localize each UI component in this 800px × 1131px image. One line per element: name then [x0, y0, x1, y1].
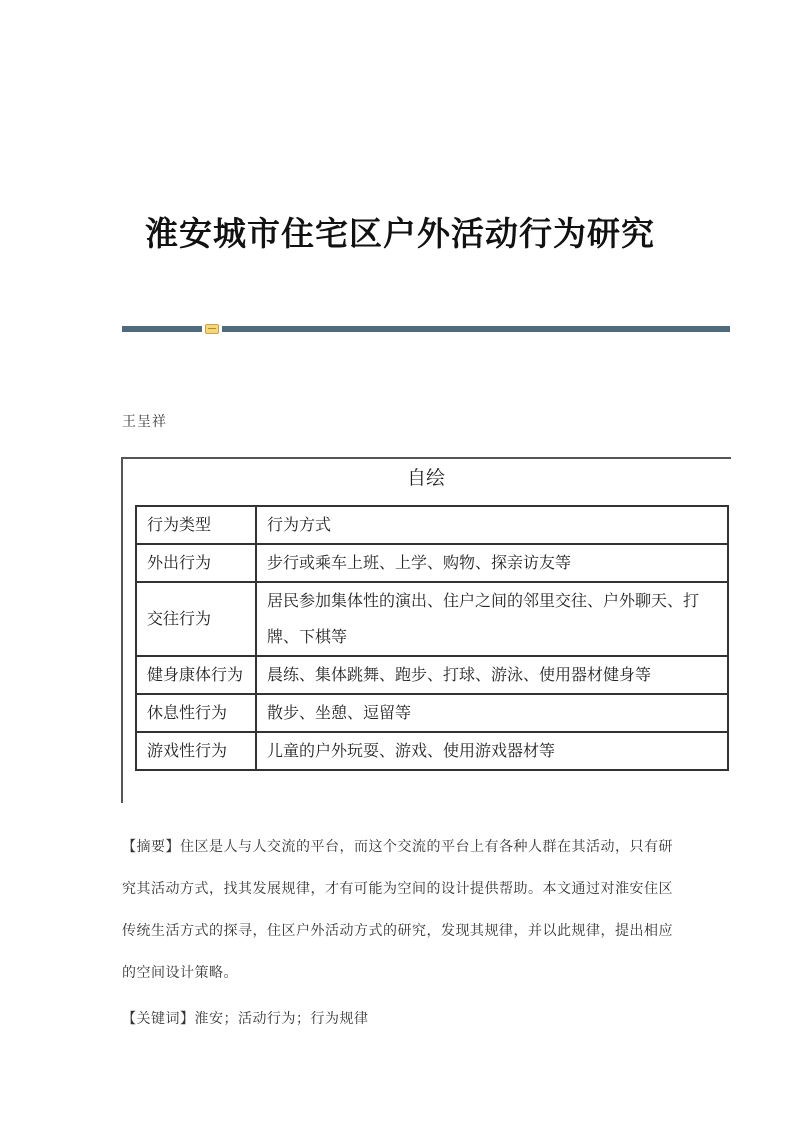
keywords-label: 【关键词】 — [122, 1011, 195, 1027]
cell-behavior-type: 游戏性行为 — [136, 732, 256, 770]
keywords-text: 淮安；活动行为；行为规律 — [194, 1011, 369, 1027]
table-row — [136, 582, 728, 656]
table-caption: 自绘 — [406, 467, 445, 489]
cell-behavior-mode: 晨练、集体跳舞、跑步、打球、游泳、使用器材健身等 — [256, 656, 728, 694]
behavior-table-figure — [121, 457, 731, 803]
behavior-table — [135, 505, 729, 771]
abstract-label: 【摘要】 — [122, 839, 180, 855]
header-cell-type: 行为类型 — [136, 506, 256, 544]
cell-behavior-type: 健身康体行为 — [136, 656, 256, 694]
keywords-line — [122, 1008, 369, 1028]
table-header-row — [136, 506, 728, 544]
table-row — [136, 656, 728, 694]
author-name: 王呈祥 — [122, 414, 167, 430]
table-row — [136, 732, 728, 770]
cell-behavior-type: 外出行为 — [136, 544, 256, 582]
cell-behavior-mode: 散步、坐憩、逗留等 — [256, 694, 728, 732]
cell-behavior-type: 交往行为 — [136, 582, 256, 656]
abstract-paragraph — [122, 826, 682, 994]
abstract-text: 住区是人与人交流的平台，而这个交流的平台上有各种人群在其活动，只有研究其活动方式，找其发展规律，才有可能为空间的设计提供帮助。本文通过对淮安住区传统生活方式的探寻，住区户外活动方式的研究，发现其规律，并以此规律，提出相应的空间设计策略。 — [122, 839, 673, 981]
cell-behavior-mode: 步行或乘车上班、上学、购物、探亲访友等 — [256, 544, 728, 582]
cell-behavior-type: 休息性行为 — [136, 694, 256, 732]
document-title: 淮安城市住宅区户外活动行为研究 — [145, 214, 655, 254]
table-row — [136, 544, 728, 582]
cell-behavior-mode: 居民参加集体性的演出、住户之间的邻里交往、户外聊天、打牌、下棋等 — [256, 582, 728, 656]
cell-behavior-mode: 儿童的户外玩耍、游戏、使用游戏器材等 — [256, 732, 728, 770]
divider-ornament-icon — [205, 324, 219, 334]
header-cell-mode: 行为方式 — [256, 506, 728, 544]
table-row — [136, 694, 728, 732]
